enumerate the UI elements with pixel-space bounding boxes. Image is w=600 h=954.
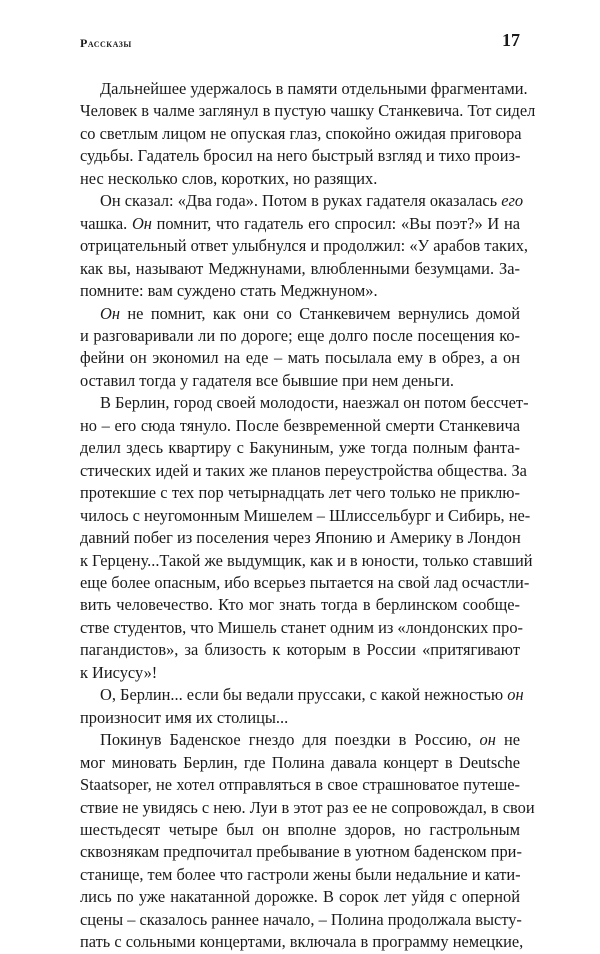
text-run: не помнит, как они со Станкевичем вернулись домой — [119, 303, 520, 323]
text-line — [80, 235, 529, 257]
text-line — [80, 168, 520, 190]
text-line — [80, 594, 520, 616]
text-line — [80, 639, 520, 661]
text-line — [80, 392, 529, 414]
italic-pronoun: он — [507, 685, 524, 705]
text-run: произносит имя их столицы... — [80, 707, 289, 727]
text-line — [80, 617, 523, 639]
paragraph — [80, 684, 524, 729]
text-run: чашка. — [80, 213, 132, 233]
text-line — [80, 707, 520, 729]
text-line — [80, 190, 524, 212]
text-line — [80, 123, 520, 145]
text-line — [80, 505, 531, 527]
text-run: нес несколько слов, коротких, но разящих. — [80, 168, 378, 188]
italic-pronoun: Он — [131, 213, 152, 233]
text-run: не — [495, 730, 520, 750]
text-line — [80, 437, 520, 459]
text-line — [80, 841, 520, 863]
text-run: помнит, что гадатель его спросил: «Вы поэт?» И на — [151, 213, 520, 233]
text-run: мог миновать Берлин, где Полина давала концерт в Deutsche — [80, 752, 520, 772]
text-run: пагандистов», за близость к которым в России «притягивают — [80, 640, 520, 660]
text-run: Человек в чалме заглянул в пустую чашку Станкевича. Тот сидел — [80, 101, 536, 121]
text-run: пать с сольными концертами, включала в программу немецкие, — [80, 932, 524, 952]
text-line — [80, 752, 520, 774]
text-run: еще более опасным, ибо всерьез пытается на свой лад осчастли- — [80, 572, 530, 592]
text-line — [80, 550, 533, 572]
paragraph — [80, 190, 529, 302]
text-run: протекшие с тех пор четырнадцать лет чего только не приклю- — [80, 483, 520, 503]
text-line — [80, 819, 520, 841]
text-line — [80, 662, 520, 684]
text-run: вить человечество. Кто мог знать тогда в берлинском сообще- — [80, 595, 520, 615]
section-title: Рассказы — [80, 36, 132, 50]
text-line — [80, 797, 535, 819]
text-line — [80, 909, 520, 931]
text-run: лись по уже накатанной дорожке. В сорок лет уйдя с оперной — [80, 887, 520, 907]
text-run: Он сказал: «Два года». Потом в руках гадателя оказалась — [100, 191, 502, 211]
text-run: сквознякам предпочитал пребывание в уютном баденском при- — [80, 842, 522, 862]
paragraph — [80, 729, 535, 954]
text-run: и разговаривали ли по дороге; еще долго после посещения ко- — [80, 325, 520, 345]
text-line — [80, 347, 520, 369]
body-text — [80, 78, 536, 954]
italic-pronoun: его — [501, 191, 524, 211]
text-line — [80, 325, 520, 347]
text-line — [80, 460, 527, 482]
text-run: В Берлин, город своей молодости, наезжал он потом бессчет- — [100, 393, 529, 413]
text-line — [80, 258, 520, 280]
text-line — [80, 370, 520, 392]
text-run: шестьдесят четыре был он вполне здоров, но гастрольным — [80, 819, 520, 839]
text-line — [80, 931, 524, 953]
text-line — [80, 886, 520, 908]
text-run: О, Берлин... если бы ведали пруссаки, с какой нежностью — [100, 685, 508, 705]
paragraph — [80, 392, 533, 684]
paragraph — [80, 303, 520, 393]
text-run: фейни он экономил на еде – мать посылала ему в обрез, а он — [80, 348, 520, 368]
text-run: как вы, называют Меджнунами, влюбленными безумцами. За- — [80, 258, 520, 278]
text-run: стве студентов, что Мишель станет одним из «лондонских про- — [80, 617, 523, 637]
text-run: Покинув Баденское гнездо для поездки в Россию, — [100, 730, 480, 750]
text-line — [80, 303, 520, 325]
text-run: стических идей и таких же планов переустройства общества. За — [80, 460, 527, 480]
page-number: 17 — [502, 30, 520, 50]
text-run: к Иисусу»! — [80, 662, 158, 682]
text-run: но – его сюда тянуло. После безвременной смерти Станкевича — [80, 415, 520, 435]
italic-pronoun: он — [479, 730, 496, 750]
text-line — [80, 100, 536, 122]
italic-pronoun: Он — [100, 303, 120, 323]
text-run: отрицательный ответ улыбнулся и продолжил: «У арабов таких, — [80, 236, 529, 256]
paragraph — [80, 78, 536, 190]
text-run: давний побег из поселения через Японию и Америку в Лондон — [80, 528, 521, 548]
text-run: Дальнейшее удержалось в памяти отдельными фрагментами. — [100, 79, 528, 98]
text-line — [80, 280, 520, 302]
text-line — [80, 774, 520, 796]
text-run: ствие не увидясь с нею. Луи в этот раз ее не сопровождал, в свои — [80, 797, 535, 817]
text-line — [80, 145, 520, 167]
text-line — [80, 78, 528, 100]
text-run: Staatsoper, не хотел отправляться в свое страшноватое путеше- — [80, 775, 520, 795]
text-line — [80, 572, 530, 594]
text-run: делил здесь квартиру с Бакуниным, уже тогда полным фанта- — [80, 438, 520, 458]
text-run: сцены – сказалось раннее начало, – Полина продолжала высту- — [80, 909, 522, 929]
text-line — [80, 729, 520, 751]
text-run: станище, тем более что гастроли жены были недальние и кати- — [80, 864, 521, 884]
text-line — [80, 864, 520, 886]
text-run: помните: вам суждено стать Меджнуном». — [80, 281, 378, 301]
text-run: оставил тогда у гадателя все бывшие при нем деньги. — [80, 370, 454, 390]
text-run: к Герцену...Такой же выдумщик, как и в юности, только ставший — [80, 550, 533, 570]
text-line — [80, 527, 520, 549]
text-run: чилось с неугомонным Мишелем – Шлиссельбург и Сибирь, не- — [80, 505, 531, 525]
text-line — [80, 415, 520, 437]
text-run: со светлым лицом не опуская глаз, спокойно ожидая приговора — [80, 123, 522, 143]
text-run: судьбы. Гадатель бросил на него быстрый взгляд и тихо произ- — [80, 146, 521, 166]
text-line — [80, 684, 524, 706]
text-line — [80, 213, 520, 235]
running-header — [80, 30, 520, 54]
text-line — [80, 482, 520, 504]
